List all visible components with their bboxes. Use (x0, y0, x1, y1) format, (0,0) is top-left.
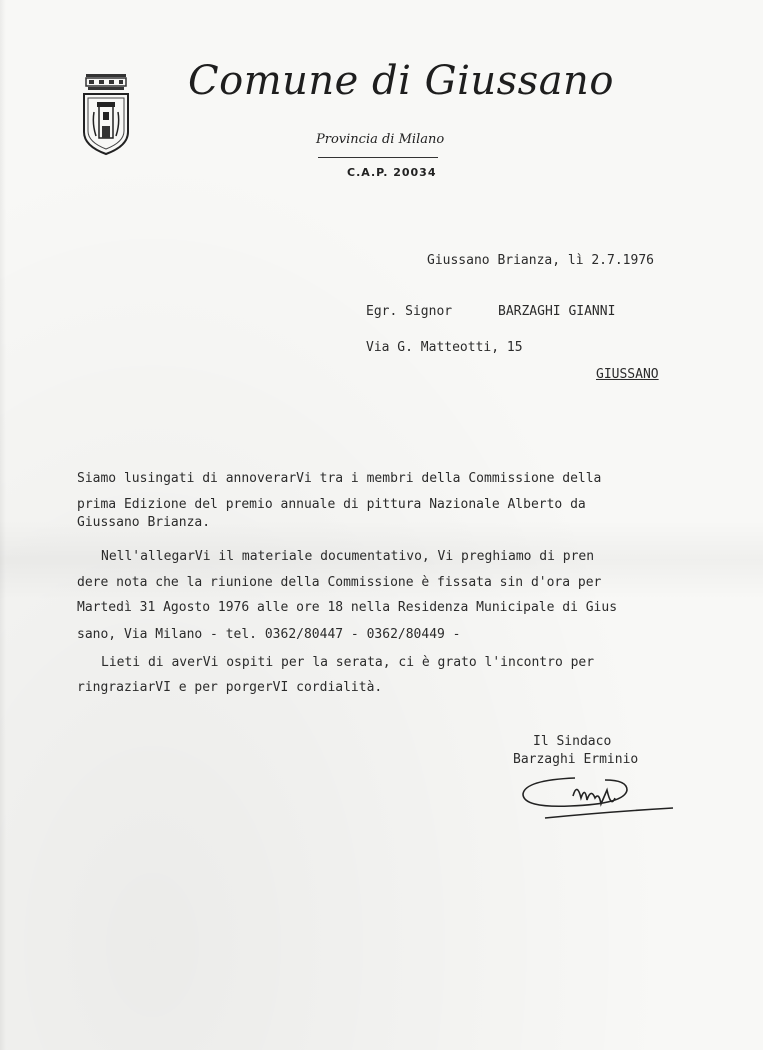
body-line: sano, Via Milano - tel. 0362/80447 - 0362/80449 - (77, 627, 461, 642)
postal-code: C.A.P. 20034 (347, 166, 437, 179)
body-line: Giussano Brianza. (77, 515, 211, 530)
date-line: Giussano Brianza, lì 2.7.1976 (427, 253, 654, 268)
recipient-city: GIUSSANO (596, 367, 659, 382)
recipient-address: Via G. Matteotti, 15 (366, 340, 523, 355)
province-subtitle: Provincia di Milano (316, 132, 445, 147)
body-line: Lieti di averVi ospiti per la serata, ci è grato l'incontro per (101, 655, 595, 670)
body-line: dere nota che la riunione della Commissione è fissata sin d'ora per (77, 575, 602, 590)
municipality-title: Comune di Giussano (188, 58, 614, 104)
body-line: Nell'allegarVi il materiale documentativo, Vi preghiamo di pren (101, 549, 595, 564)
body-line: prima Edizione del premio annuale di pittura Nazionale Alberto da (77, 497, 586, 512)
body-line: ringraziarVI e per porgerVI cordialità. (77, 680, 383, 695)
recipient-name: BARZAGHI GIANNI (498, 304, 616, 319)
coat-of-arms-icon (80, 72, 132, 158)
recipient-salutation: Egr. Signor (366, 304, 453, 319)
body-line: Siamo lusingati di annoverarVi tra i membri della Commissione della (77, 471, 602, 486)
letterhead-divider (318, 157, 438, 158)
body-line: Martedì 31 Agosto 1976 alle ore 18 nella Residenza Municipale di Gius (77, 600, 618, 615)
handwritten-signature (515, 768, 680, 828)
signature-role: Il Sindaco (533, 734, 612, 749)
signature-name: Barzaghi Erminio (513, 752, 639, 767)
